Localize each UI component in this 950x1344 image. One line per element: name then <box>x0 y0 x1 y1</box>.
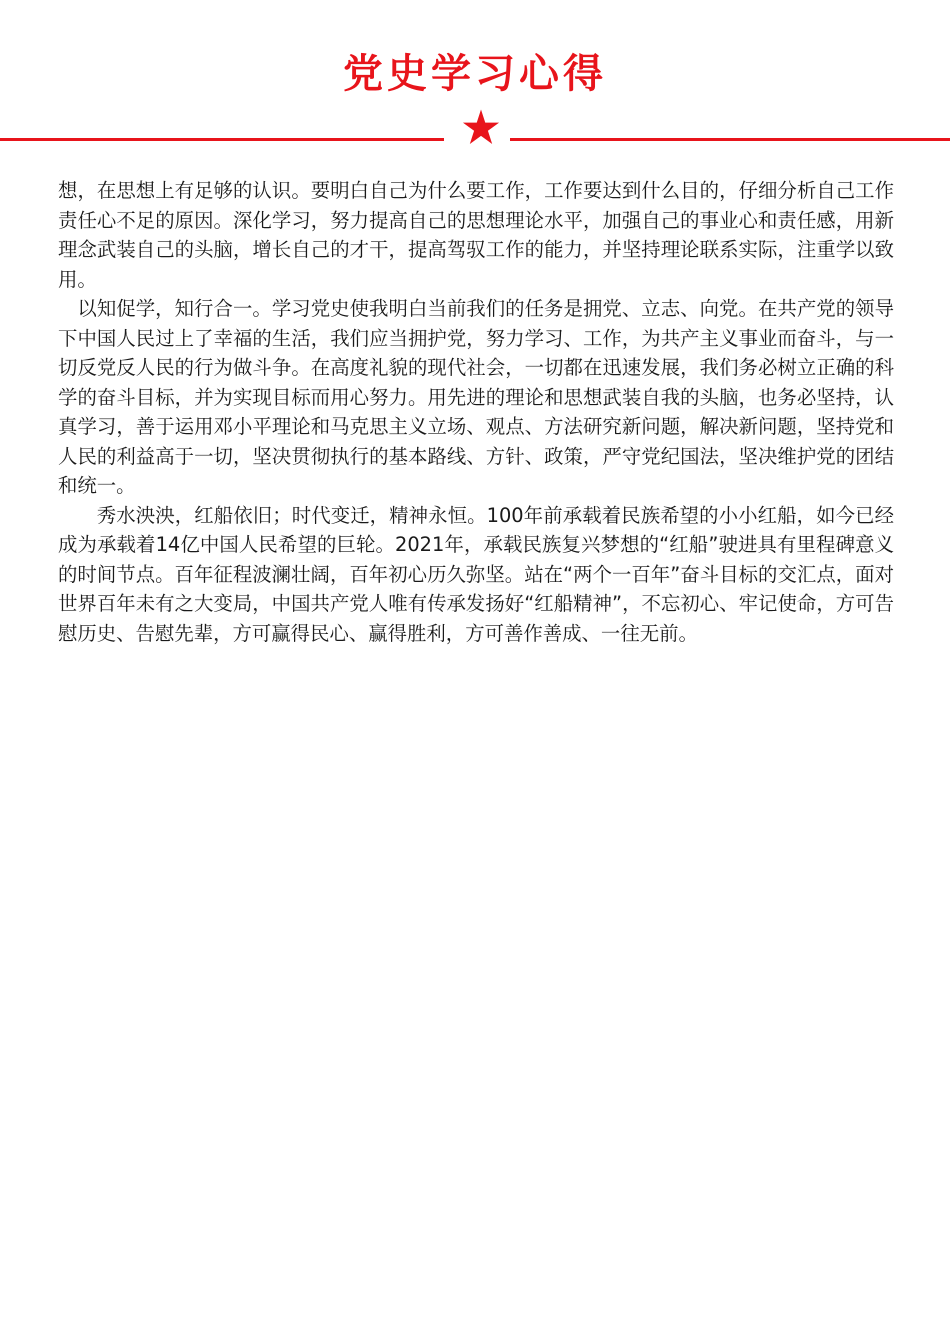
star-icon <box>462 108 500 146</box>
page-header <box>0 0 950 150</box>
header-divider-right <box>510 138 950 141</box>
paragraph-continuation: 想，在思想上有足够的认识。要明白自己为什么要工作，工作要达到什么目的，仔细分析自己工作责任心不足的原因。深化学习，努力提高自己的思想理论水平，加强自己的事业心和责任感，用新理念武装自己的头脑，增长自己的才干，提高驾驭工作的能力，并坚持理论联系实际，注重学以致用。 <box>58 179 894 291</box>
paragraph-red-boat: 秀水泱泱，红船依旧；时代变迁，精神永恒。100年前承载着民族希望的小小红船，如今已经成为承载着14亿中国人民希望的巨轮。2021年，承载民族复兴梦想的“红船”驶进具有里程碑意义的时间节点。百年征程波澜壮阔，百年初心历久弥坚。站在“两个一百年”奋斗目标的交汇点，面对世界百年未有之大变局，中国共产党人唯有传承发扬好“红船精神”，不忘初心、牢记使命，方可告慰历史、告慰先辈，方可赢得民心、赢得胜利，方可善作善成、一往无前。 <box>58 503 894 645</box>
header-divider-left <box>0 138 444 141</box>
article-body <box>58 176 894 648</box>
paragraph-knowledge-action: 以知促学，知行合一。学习党史使我明白当前我们的任务是拥党、立志、向党。在共产党的领导下中国人民过上了幸福的生活，我们应当拥护党，努力学习、工作，为共产主义事业而奋斗，与一切反党反人民的行为做斗争。在高度礼貌的现代社会，一切都在迅速发展，我们务必树立正确的科学的奋斗目标，并为实现目标而用心努力。用先进的理论和思想武装自我的头脑，也务必坚持，认真学习，善于运用邓小平理论和马克思主义立场、观点、方法研究新问题，解决新问题，坚持党和人民的利益高于一切，坚决贯彻执行的基本路线、方针、政策，严守党纪国法，坚决维护党的团结和统一。 <box>58 297 894 497</box>
page-title: 党史学习心得 <box>343 51 607 97</box>
